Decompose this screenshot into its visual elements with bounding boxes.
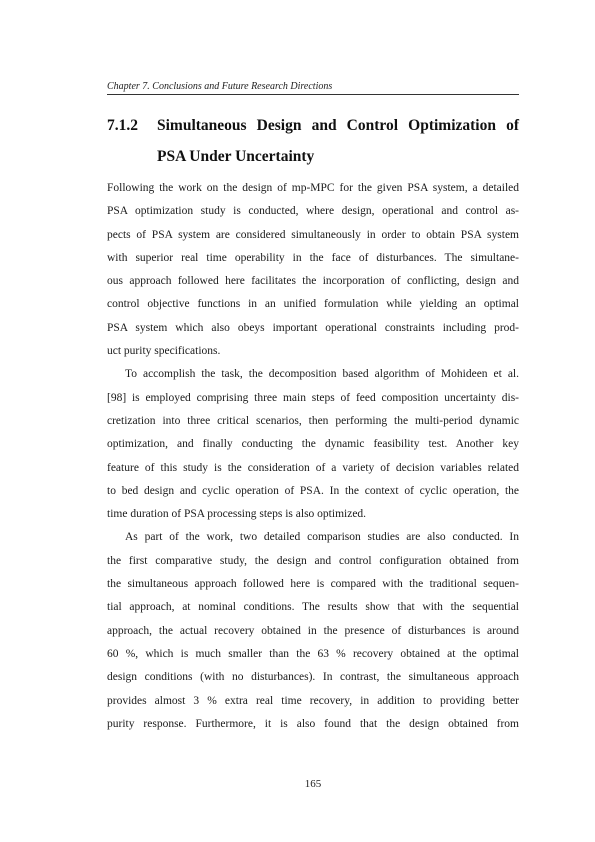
paragraph-line: with superior real time operability in the face of disturbances. The simultane- — [107, 251, 519, 264]
paragraph-line: As part of the work, two detailed comparison studies are also conducted. In — [125, 531, 519, 544]
paragraph-line: uct purity specifications. — [107, 345, 221, 358]
paragraph-line: [98] is employed comprising three main steps of feed composition uncertainty dis- — [107, 391, 519, 404]
section-title-line-1: Simultaneous Design and Control Optimization of — [157, 117, 519, 134]
paragraph-line: PSA system which also obeys important operational constraints including prod- — [107, 321, 519, 334]
header-rule — [107, 94, 519, 95]
section-number: 7.1.2 — [107, 117, 138, 134]
paragraph-line: design conditions (with no disturbances). In contrast, the simultaneous approach — [107, 671, 519, 684]
paragraph-line: 60 %, which is much smaller than the 63 % recovery obtained at the optimal — [107, 647, 519, 660]
running-header: Chapter 7. Conclusions and Future Research Directions — [107, 81, 333, 92]
paragraph-line: feature of this study is the consideration of a variety of decision variables related — [107, 461, 519, 474]
page-number: 165 — [304, 778, 322, 790]
paragraph-line: PSA optimization study is conducted, where design, operational and control as- — [107, 205, 519, 218]
paragraph-line: optimization, and finally conducting the dynamic feasibility test. Another key — [107, 438, 519, 451]
paragraph-line: approach, the actual recovery obtained in the presence of disturbances is around — [107, 624, 519, 637]
paragraph-line: cretization into three critical scenarios, then performing the multi-period dynamic — [107, 414, 519, 427]
body-text — [107, 177, 519, 736]
paragraph-line: Following the work on the design of mp-MPC for the given PSA system, a detailed — [107, 182, 519, 194]
paragraph-line: tial approach, at nominal conditions. The results show that with the sequential — [107, 601, 519, 614]
section-title-line-2: PSA Under Uncertainty — [157, 148, 315, 165]
paragraph-line: ous approach followed here facilitates the incorporation of conflicting, design and — [107, 275, 519, 288]
paragraph-line: time duration of PSA processing steps is also optimized. — [107, 508, 367, 521]
paragraph-line: the first comparative study, the design and control configuration obtained from — [107, 554, 519, 567]
paragraph-line: pects of PSA system are considered simultaneously in order to obtain PSA system — [107, 228, 519, 241]
paragraph-line: to bed design and cyclic operation of PSA. In the context of cyclic operation, the — [107, 484, 519, 497]
paragraph-line: provides almost 3 % extra real time recovery, in addition to providing better — [107, 694, 519, 707]
paragraph-line: To accomplish the task, the decomposition based algorithm of Mohideen et al. — [125, 368, 519, 381]
paragraph-line: control objective functions in an unified formulation while yielding an optimal — [107, 298, 519, 311]
paragraph-line: the simultaneous approach followed here is compared with the traditional sequen- — [107, 578, 519, 591]
paragraph-line: purity response. Furthermore, it is also found that the design obtained from — [107, 717, 519, 730]
